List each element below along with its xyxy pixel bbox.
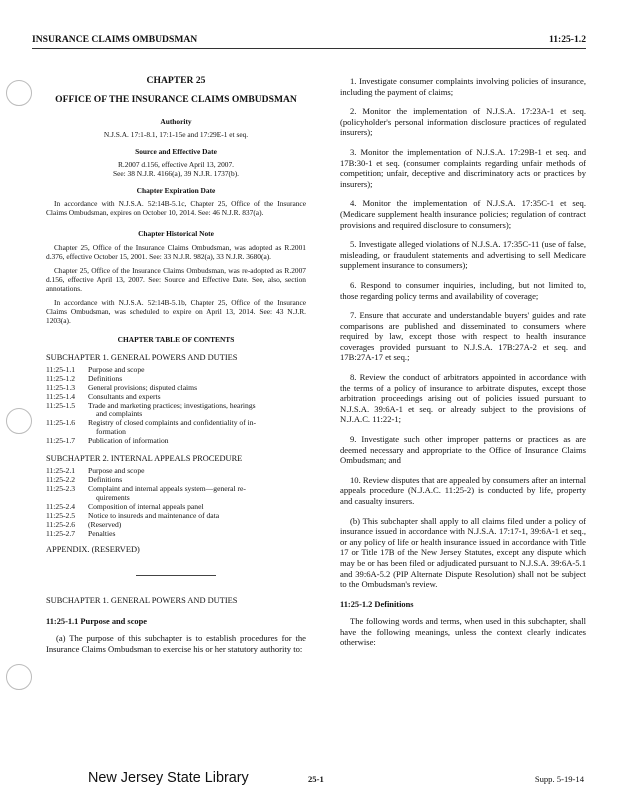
toc-entry-text: Definitions <box>88 475 123 485</box>
toc-entry-title <box>88 485 306 503</box>
supplement-date: Supp. 5-19-14 <box>534 774 584 784</box>
toc-subchapter-1-title: SUBCHAPTER 1. GENERAL POWERS AND DUTIES <box>46 352 238 362</box>
header-chapter-title: INSURANCE CLAIMS OMBUDSMAN <box>32 34 198 45</box>
left-column <box>46 76 306 654</box>
toc-entry-title <box>88 419 306 437</box>
toc-entry-text: Penalties <box>88 528 116 538</box>
purpose-item: 9. Investigate such other improper patterns or practices as are deemed necessary and appropriate to the Office of Insurance Claims Ombudsman; and <box>340 434 586 466</box>
toc-entry-number: 11:25-2.5 <box>46 510 76 520</box>
punch-hole <box>6 80 32 106</box>
toc-subchapter-2-list <box>46 467 306 538</box>
toc-entry-number: 11:25-1.1 <box>46 364 76 374</box>
toc-entry[interactable] <box>46 437 306 446</box>
toc-entry-text: Consultants and experts <box>88 391 161 401</box>
section-1-2-text: The following words and terms, when used in this subchapter, shall have the following meanings, unless the context clearly indicates otherwise: <box>340 616 586 648</box>
section-divider <box>136 575 216 576</box>
toc-entry[interactable] <box>46 402 306 420</box>
toc-entry-text: Registry of closed complaints and confidentiality of in- <box>88 418 257 428</box>
chapter-title: OFFICE OF THE INSURANCE CLAIMS OMBUDSMAN <box>55 94 297 106</box>
source-heading: Source and Effective Date <box>135 146 217 156</box>
toc-entry[interactable] <box>46 366 306 375</box>
toc-appendix: APPENDIX. (RESERVED) <box>46 544 140 554</box>
library-stamp: New Jersey State Library <box>88 770 249 786</box>
source-line-1: R.2007 d.156, effective April 13, 2007. <box>117 160 235 170</box>
purpose-item: 3. Monitor the implementation of N.J.S.A. 17:29B-1 et seq. and 17B:30-1 et seq. (consumer complaints regarding unfair methods of competition; unfair, deceptive and discriminatory acts or practices by insurers); <box>340 146 586 189</box>
history-heading: Chapter Historical Note <box>138 229 214 239</box>
expiration-text: In accordance with N.J.S.A. 52:14B-5.1c, Chapter 25, Office of the Insurance Claims Ombudsman, expires on October 10, 2014. See: 46 N.J.R. 837(a). <box>46 199 306 218</box>
toc-entry-number: 11:25-1.7 <box>46 436 76 446</box>
toc-entry-text: (Reserved) <box>88 519 122 529</box>
purpose-item: 5. Investigate alleged violations of N.J.S.A. 17:35C-11 (use of false, misleading, or fraudulent statements and advertising to sell Medicare supplement insurance to consumers); <box>340 239 586 271</box>
toc-entry-number: 11:25-1.4 <box>46 391 76 401</box>
toc-entry-title <box>88 437 306 446</box>
toc-subchapter-1-list <box>46 366 306 446</box>
toc-entry-title <box>88 521 306 530</box>
toc-entry-text: Trade and marketing practices; investigations, hearings <box>88 400 256 410</box>
toc-entry-text-continued: quirements <box>96 493 130 502</box>
expiration-heading: Chapter Expiration Date <box>136 186 216 196</box>
toc-entry-number: 11:25-2.7 <box>46 528 76 538</box>
toc-entry-text-continued: formation <box>96 427 126 437</box>
toc-title: CHAPTER TABLE OF CONTENTS <box>117 334 235 344</box>
toc-entry[interactable] <box>46 384 306 393</box>
purpose-item: 7. Ensure that accurate and understandable buyers' guides and rate comparisons are published and disseminated to consumers where required by law, except those with respect to health insurance coverages provided pursuant to N.J.S.A. 17B:27A-2 et seq. and 17B:27A-17 et seq.; <box>340 310 586 363</box>
section-1-1-text: (a) The purpose of this subchapter is to establish procedures for the Insurance Claims Ombudsman to exercise his or her statutory authority to: <box>46 633 306 654</box>
purpose-item: 8. Review the conduct of arbitrators appointed in accordance with the terms of a policy of insurance to arbitrate disputes, except those arbitration proceedings arising out of policies issued pursuant to N.J.S.A. 39:6A-1 et seq. or already subject to the provisions of N.J.A.C. 11:22-1; <box>340 372 586 425</box>
toc-entry-number: 11:25-1.5 <box>46 400 76 410</box>
authority-text: N.J.S.A. 17:1-8.1, 17:1-15e and 17:29E-1 et seq. <box>103 129 249 139</box>
toc-entry-text: Purpose and scope <box>88 466 145 476</box>
toc-entry-number: 11:25-2.1 <box>46 466 76 476</box>
purpose-item: 1. Investigate consumer complaints involving policies of insurance, including the payment of claims; <box>340 76 586 97</box>
toc-entry-number: 11:25-2.3 <box>46 484 76 494</box>
toc-entry-number: 11:25-1.6 <box>46 418 76 428</box>
toc-entry-number: 11:25-2.4 <box>46 501 76 511</box>
running-header <box>32 34 586 49</box>
authority-heading: Authority <box>160 116 192 126</box>
subchapter-1-heading: SUBCHAPTER 1. GENERAL POWERS AND DUTIES <box>46 595 238 605</box>
history-paragraph: In accordance with N.J.S.A. 52:14B-5.1b, Chapter 25, Office of the Insurance Claims Ombudsman, was scheduled to expire on April 13, 2014. See: 43 N.J.R. 1203(a). <box>46 297 306 325</box>
toc-entry-number: 11:25-1.3 <box>46 382 76 392</box>
toc-entry-number: 11:25-1.2 <box>46 373 76 383</box>
toc-entry-title <box>88 530 306 539</box>
purpose-item: 6. Respond to consumer inquiries, including, but not limited to, those regarding policy terms and availability of coverage; <box>340 279 586 301</box>
toc-entry[interactable] <box>46 467 306 476</box>
purpose-item: 10. Review disputes that are appealed by consumers after an internal appeals procedure (N.J.A.C. 11:25-2) is conducted by life, property and casualty insurers. <box>340 474 587 506</box>
toc-entry-number: 11:25-2.6 <box>46 519 76 529</box>
purpose-item: 4. Monitor the implementation of N.J.S.A. 17:35C-1 et seq. (Medicare supplement health insurance policies; regulation of contract provisions and required disclosure to consumers); <box>340 198 586 230</box>
toc-entry-title <box>88 402 306 420</box>
toc-subchapter-2-title: SUBCHAPTER 2. INTERNAL APPEALS PROCEDURE <box>46 454 243 464</box>
punch-hole <box>6 664 32 690</box>
toc-entry-text: Purpose and scope <box>88 364 145 374</box>
toc-entry-text: Definitions <box>88 373 123 383</box>
history-paragraph: Chapter 25, Office of the Insurance Claims Ombudsman, was re-adopted as R.2007 d.156, effective April 13, 2007. See: Source and Effective Date. See, also, section annotations. <box>46 265 306 293</box>
header-section-number: 11:25-1.2 <box>548 34 586 45</box>
toc-entry[interactable] <box>46 530 306 539</box>
toc-entry[interactable] <box>46 485 306 503</box>
toc-entry[interactable] <box>46 512 306 521</box>
punch-hole <box>6 408 32 434</box>
toc-entry[interactable] <box>46 521 306 530</box>
toc-entry-text: Complaint and internal appeals system—general re- <box>88 484 246 494</box>
page-number: 25-1 <box>308 774 324 784</box>
purpose-item: 2. Monitor the implementation of N.J.S.A. 17:23A-1 et seq. (policyholder's personal information disclosure practices of regulated insurers); <box>340 106 586 138</box>
toc-entry[interactable] <box>46 419 306 437</box>
section-1-2-heading: 11:25-1.2 Definitions <box>340 599 414 609</box>
right-column <box>340 76 586 648</box>
toc-entry-text: Notice to insureds and maintenance of data <box>88 510 220 520</box>
chapter-number: CHAPTER 25 <box>146 75 206 86</box>
toc-entry-text: Composition of internal appeals panel <box>88 501 204 511</box>
toc-entry-text: General provisions; disputed claims <box>88 382 198 392</box>
applicability-paragraph: (b) This subchapter shall apply to all claims filed under a policy of insurance issued in accordance with N.J.S.A. 17:17-1, 39:6A-1 et seq., or any policy of life or health insurance issued in accordance with Title 17 or Title 17B of the New Jersey Statutes, except any dispute which may be or has been filed or adjudicated pursuant to N.J.S.A. 39:6A-5.1 and 39:6A-5.2 (PIP Alternate Dispute Resolution) shall not be subject to the Ombudsman's review. <box>340 515 586 590</box>
toc-entry-text: Publication of information <box>88 436 169 446</box>
source-line-2: See: 38 N.J.R. 4166(a), 39 N.J.R. 1737(b). <box>112 169 240 179</box>
toc-entry-text-continued: and complaints <box>96 409 143 419</box>
toc-entry-number: 11:25-2.2 <box>46 475 76 485</box>
section-1-1-heading: 11:25-1.1 Purpose and scope <box>46 616 147 626</box>
history-paragraph: Chapter 25, Office of the Insurance Claims Ombudsman, was adopted as R.2001 d.376, effective October 15, 2001. See: 33 N.J.R. 982(a), 33 N.J.R. 3680(a). <box>46 242 306 261</box>
